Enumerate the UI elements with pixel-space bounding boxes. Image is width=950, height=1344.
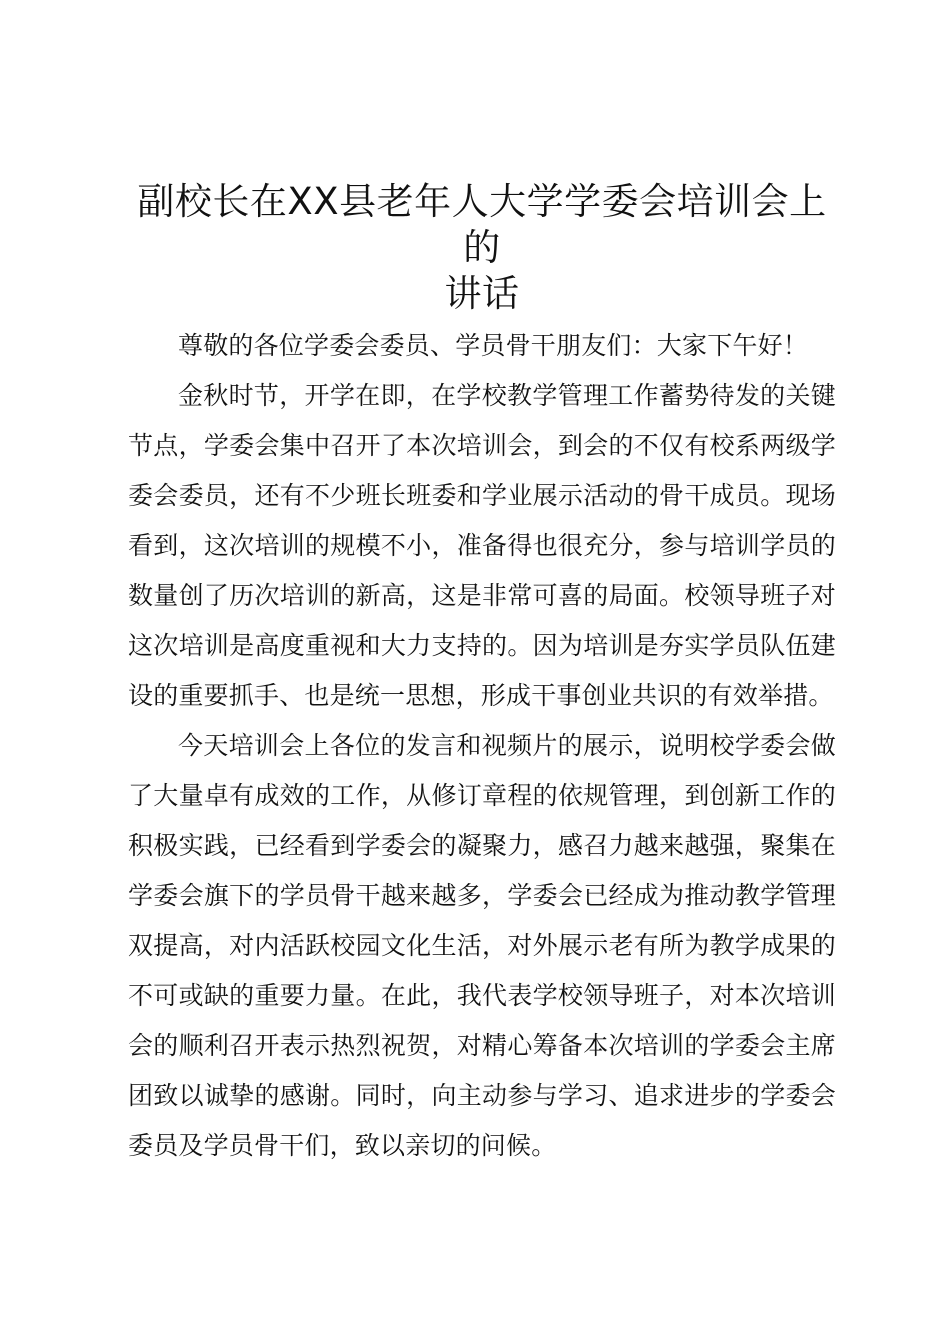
body-paragraph-2: 今天培训会上各位的发言和视频片的展示，说明校学委会做了大量卓有成效的工作，从修订章程的依规管理，到创新工作的积极实践，已经看到学委会的凝聚力，感召力越来越强，聚集在学委会旗下的学员骨干越来越多，学委会已经成为推动教学管理双提高，对内活跃校园文化生活，对外展示老有所为教学成果的不可或缺的重要力量。在此，我代表学校领导班子，对本次培训会的顺利召开表示热烈祝贺，对精心筹备本次培训的学委会主席团致以诚挚的感谢。同时，向主动参与学习、追求进步的学委会委员及学员骨干们，致以亲切的问候。 xyxy=(128,731,836,1160)
document-title xyxy=(128,179,836,317)
title-line-2: 讲话 xyxy=(444,272,520,315)
greeting-paragraph: 尊敬的各位学委会委员、学员骨干朋友们：大家下午好！ xyxy=(178,331,809,360)
document-body xyxy=(128,179,836,1171)
title-line-1: 副校长在XX县老年人大学学委会培训会上的 xyxy=(137,180,827,269)
body-paragraph-1: 金秋时节，开学在即，在学校教学管理工作蓄势待发的关键节点，学委会集中召开了本次培训会，到会的不仅有校系两级学委会委员，还有不少班长班委和学业展示活动的骨干成员。现场看到，这次培训的规模不小，准备得也很充分，参与培训学员的数量创了历次培训的新高，这是非常可喜的局面。校领导班子对这次培训是高度重视和大力支持的。因为培训是夯实学员队伍建设的重要抓手、也是统一思想，形成干事创业共识的有效举措。 xyxy=(128,381,836,710)
